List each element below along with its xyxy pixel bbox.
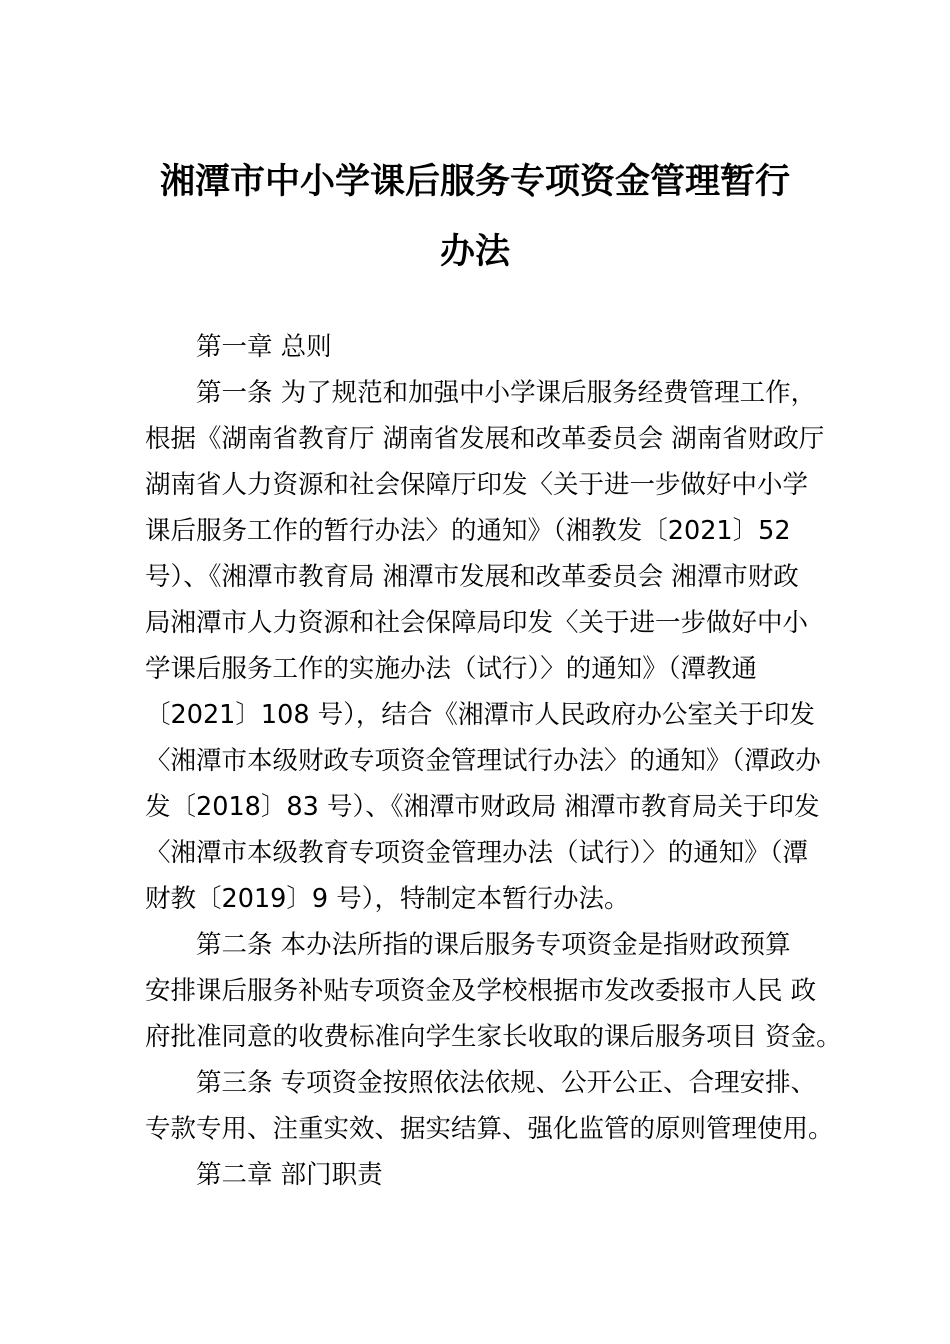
article-1-line-2: 根据《湖南省教育厅 湖南省发展和改革委员会 湖南省财政厅: [145, 424, 825, 454]
chapter-heading-department-duties: 第二章 部门职责: [196, 1160, 383, 1190]
document-title-line-2: 办法: [439, 231, 510, 272]
article-2-line-3: 府批准同意的收费标准向学生家长收取的课后服务项目 资金。: [145, 1022, 842, 1052]
article-2-line-2: 安排课后服务补贴专项资金及学校根据市发改委报市人民 政: [145, 976, 817, 1006]
article-1-line-12: 财教〔2019〕9 号），特制定本暂行办法。: [145, 884, 630, 914]
article-3-line-2: 专款专用、注重实效、据实结算、强化监管的原则管理使用。: [145, 1114, 834, 1144]
document-title-line-1: 湘潭市中小学课后服务专项资金管理暂行: [159, 161, 790, 202]
article-1-line-11: 〈湘潭市本级教育专项资金管理办法（试行）〉的通知》（潭: [145, 838, 809, 868]
article-1-line-4: 课后服务工作的暂行办法〉的通知》（湘教发〔2021〕52: [145, 516, 791, 546]
article-1-line-1: 第一条 为了规范和加强中小学课后服务经费管理工作，: [196, 378, 817, 408]
article-1-line-6: 局湘潭市人力资源和社会保障局印发〈关于进一步做好中小: [145, 608, 809, 638]
article-2-line-1: 第二条 本办法所指的课后服务专项资金是指财政预算: [196, 930, 791, 960]
article-1-line-10: 发〔2018〕83 号）、《湘潭市财政局 湘潭市教育局关于印发: [145, 792, 820, 822]
chapter-heading-general: 第一章 总则: [196, 332, 332, 362]
article-1-line-5: 号）、《湘潭市教育局 湘潭市发展和改革委员会 湘潭市财政: [145, 562, 799, 592]
article-1-line-7: 学课后服务工作的实施办法（试行）〉的通知》（潭教通: [145, 654, 758, 684]
article-1-line-8: 〔2021〕108 号），结合《湘潭市人民政府办公室关于印发: [145, 700, 815, 730]
article-3-line-1: 第三条 专项资金按照依法依规、公开公正、合理安排、: [196, 1068, 817, 1098]
article-1-line-3: 湖南省人力资源和社会保障厅印发〈关于进一步做好中小学: [145, 470, 809, 500]
article-1-line-9: 〈湘潭市本级财政专项资金管理试行办法〉的通知》（潭政办: [145, 746, 821, 776]
